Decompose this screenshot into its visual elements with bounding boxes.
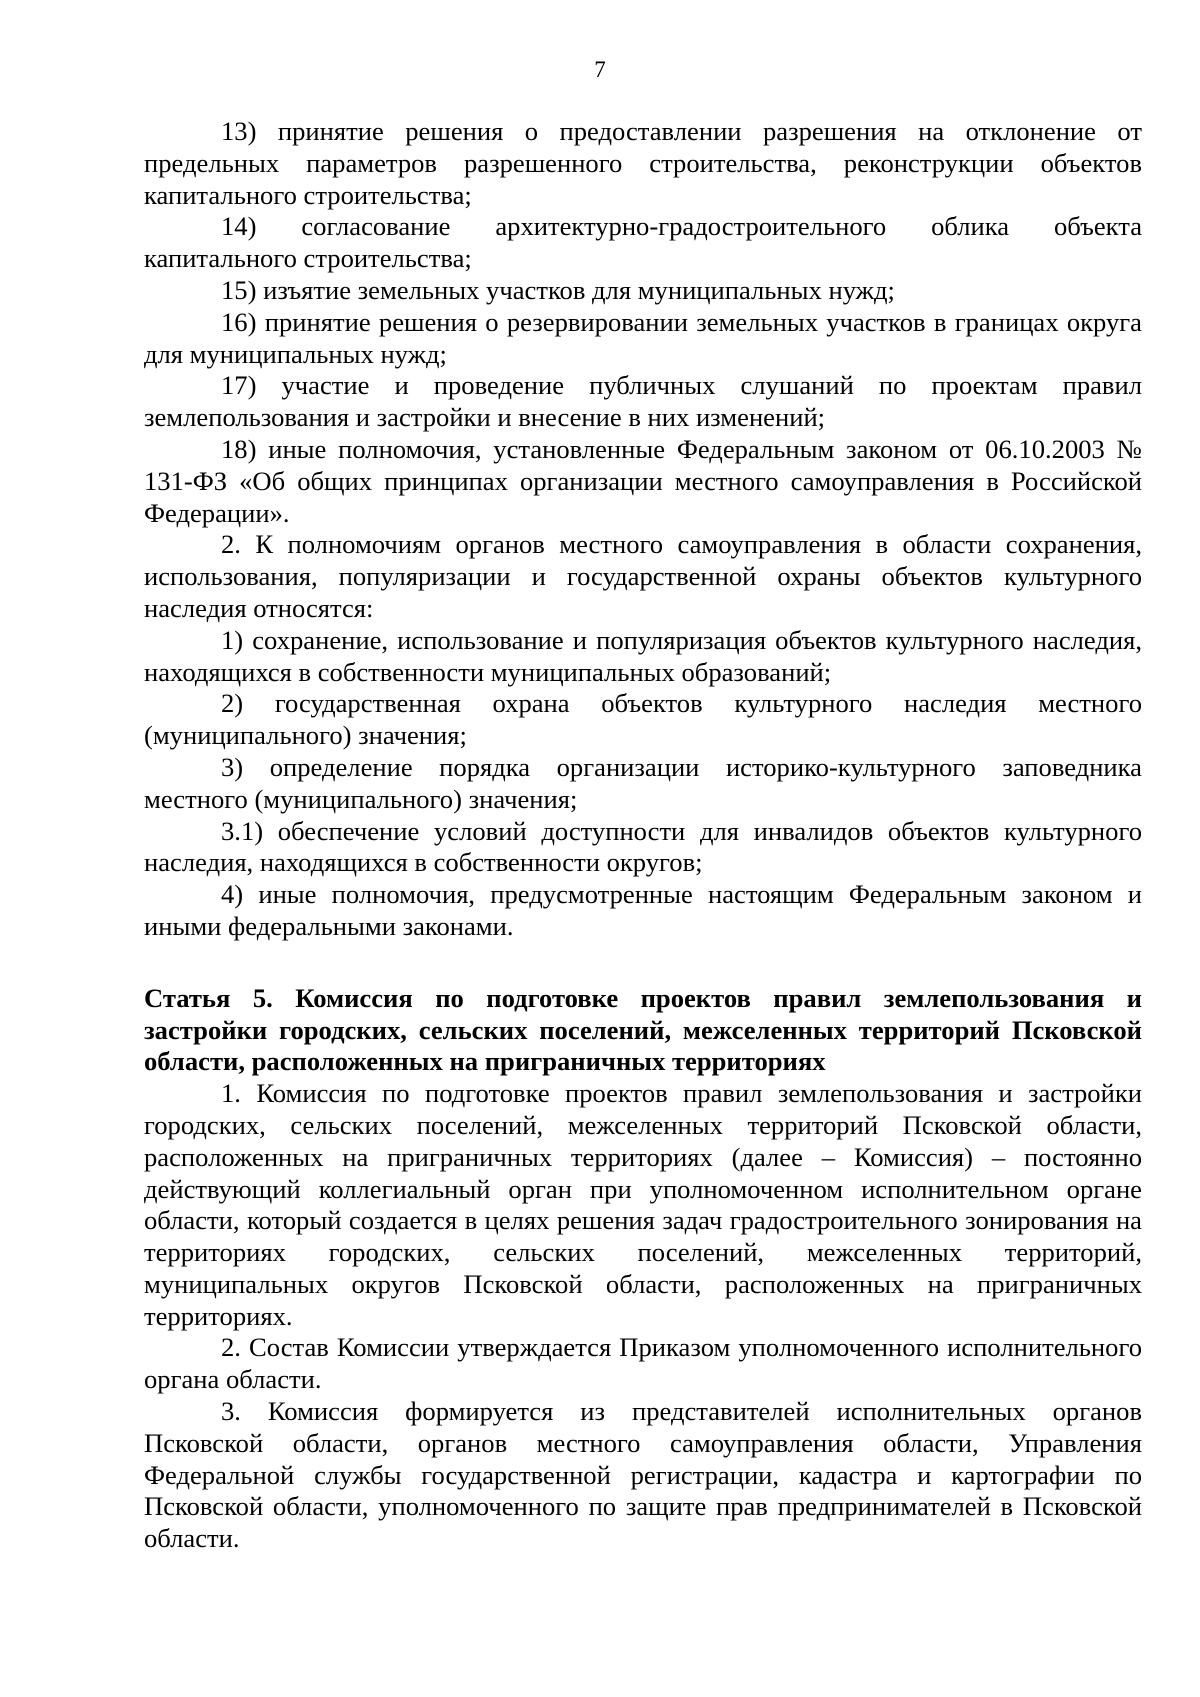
article-5-paragraph-1: 1. Комиссия по подготовке проектов правил землепользования и застройки городских, сельских поселений, межселенных территорий Псковской области, расположенных на приграничных территориях (далее – Комиссия) – постоянно действующий коллегиальный орган при уполномоченном исполнительном органе области, который создается в целях решения задач градостроительного зонирования на территориях городских, сельских поселений, межселенных территорий, муниципальных округов Псковской области, расположенных на приграничных территориях. xyxy=(144,1078,1142,1331)
article-5-paragraph-3: 3. Комиссия формируется из представителей исполнительных органов Псковской области, органов местного самоуправления области, Управления Федеральной службы государственной регистрации, кадастра и картографии по Псковской области, уполномоченного по защите прав предпринимателей в Псковской области. xyxy=(144,1396,1142,1554)
article-5-paragraph-2: 2. Состав Комиссии утверждается Приказом уполномоченного исполнительного органа области. xyxy=(144,1332,1142,1395)
list-item-18: 18) иные полномочия, установленные Федеральным законом от 06.10.2003 № 131-ФЗ «Об общих принципах организации местного самоуправления в Российской Федерации». xyxy=(144,433,1142,528)
heritage-item-3-1: 3.1) обеспечение условий доступности для инвалидов объектов культурного наследия, находящихся в собственности округов; xyxy=(144,815,1142,878)
list-item-13: 13) принятие решения о предоставлении разрешения на отклонение от предельных параметров разрешенного строительства, реконструкции объектов капитального строительства; xyxy=(144,116,1142,210)
heritage-item-1: 1) сохранение, использование и популяризация объектов культурного наследия, находящихся в собственности муниципальных образований; xyxy=(144,624,1142,687)
list-item-14: 14) согласование архитектурно-градостроительного облика объекта капитального строительства; xyxy=(144,211,1142,274)
article-5-heading: Статья 5. Комиссия по подготовке проектов правил землепользования и застройки городских, сельских поселений, межселенных территорий Псковской области, расположенных на приграничных территориях xyxy=(144,982,1142,1077)
list-item-16: 16) принятие решения о резервировании земельных участков в границах округа для муниципальных нужд; xyxy=(144,306,1142,369)
page-number: 7 xyxy=(594,57,606,82)
list-item-17: 17) участие и проведение публичных слушаний по проектам правил землепользования и застройки и внесение в них изменений; xyxy=(144,370,1142,433)
document-body xyxy=(144,116,1142,1555)
section-2-intro: 2. К полномочиям органов местного самоуправления в области сохранения, использования, популяризации и государственной охраны объектов культурного наследия относятся: xyxy=(144,529,1142,623)
heritage-item-3: 3) определение порядка организации историко-культурного заповедника местного (муниципального) значения; xyxy=(144,751,1142,814)
heritage-item-2: 2) государственная охрана объектов культурного наследия местного (муниципального) значения; xyxy=(144,688,1142,751)
list-item-15: 15) изъятие земельных участков для муниципальных нужд; xyxy=(221,274,895,305)
heritage-item-4: 4) иные полномочия, предусмотренные настоящим Федеральным законом и иными федеральными законами. xyxy=(144,879,1142,941)
